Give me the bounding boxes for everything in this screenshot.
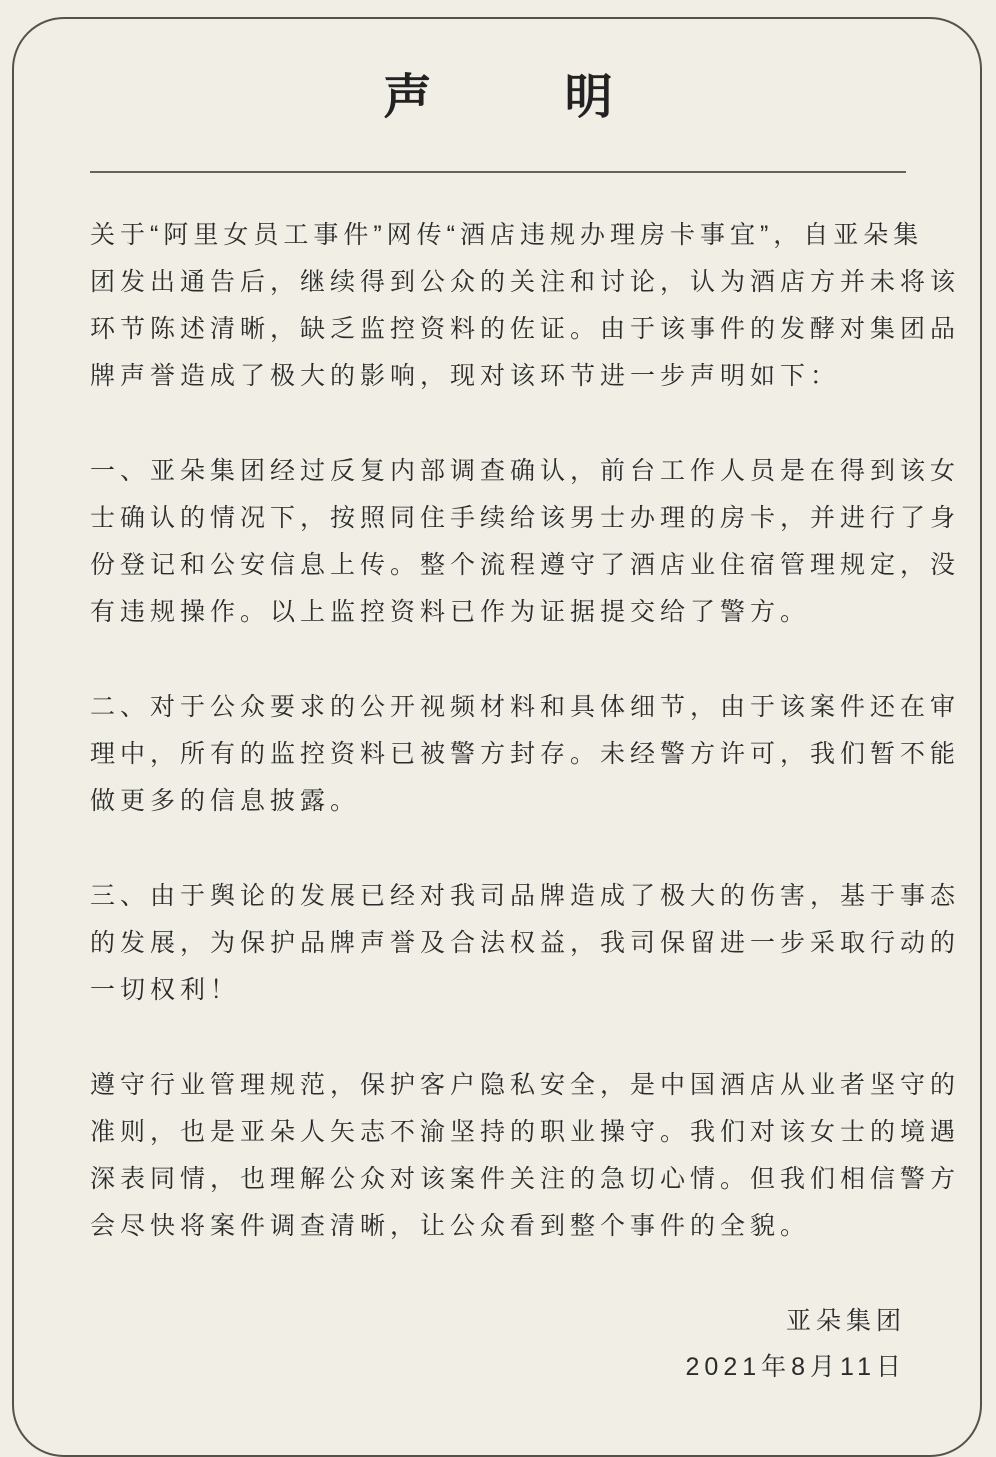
title-divider	[90, 171, 906, 173]
paragraph-line: 理中，所有的监控资料已被警方封存。未经警方许可，我们暂不能	[90, 740, 961, 768]
paragraph-line: 深表同情，也理解公众对该案件关注的急切心情。但我们相信警方	[90, 1165, 961, 1193]
paragraph-line: 份登记和公安信息上传。整个流程遵守了酒店业住宿管理规定，没	[90, 551, 961, 579]
paragraph-line: 环节陈述清晰，缺乏监控资料的佐证。由于该事件的发酵对集团品	[90, 315, 961, 343]
statement-body	[90, 212, 961, 1250]
paragraph-gap	[90, 1014, 906, 1062]
paragraph	[90, 1062, 961, 1250]
document-title: 声 明	[383, 71, 673, 124]
paragraph-line: 一、亚朵集团经过反复内部调查确认，前台工作人员是在得到该女	[90, 457, 961, 485]
paragraph-line: 有违规操作。以上监控资料已作为证据提交给了警方。	[90, 598, 811, 626]
paragraph-gap	[90, 825, 906, 873]
paragraph-line: 二、对于公众要求的公开视频材料和具体细节，由于该案件还在审	[90, 693, 961, 721]
paragraph	[90, 684, 961, 825]
paragraph	[90, 212, 961, 400]
paragraph-line: 牌声誉造成了极大的影响，现对该环节进一步声明如下：	[90, 362, 841, 390]
paragraph-gap	[90, 400, 906, 448]
paragraph-line: 关于“阿里女员工事件”网传“酒店违规办理房卡事宜”，自亚朵集	[90, 221, 924, 249]
paragraph	[90, 448, 961, 636]
paragraph-line: 会尽快将案件调查清晰，让公众看到整个事件的全貌。	[90, 1212, 811, 1240]
paragraph-line: 三、由于舆论的发展已经对我司品牌造成了极大的伤害，基于事态	[90, 882, 961, 910]
paragraph-line: 的发展，为保护品牌声誉及合法权益，我司保留进一步采取行动的	[90, 929, 961, 957]
paragraph-gap	[90, 636, 906, 684]
paragraph-line: 一切权利！	[90, 976, 241, 1004]
signature-date: 2021年8月11日	[685, 1353, 906, 1381]
signature-block	[686, 1298, 906, 1390]
paragraph-line: 士确认的情况下，按照同住手续给该男士办理的房卡，并进行了身	[90, 504, 961, 532]
paragraph	[90, 873, 961, 1014]
signature-org: 亚朵集团	[785, 1307, 906, 1335]
paragraph-line: 做更多的信息披露。	[90, 787, 361, 815]
paragraph-line: 团发出通告后，继续得到公众的关注和讨论，认为酒店方并未将该	[90, 268, 961, 296]
paragraph-line: 遵守行业管理规范，保护客户隐私安全，是中国酒店从业者坚守的	[90, 1071, 961, 1099]
paragraph-line: 准则，也是亚朵人矢志不渝坚持的职业操守。我们对该女士的境遇	[90, 1118, 961, 1146]
